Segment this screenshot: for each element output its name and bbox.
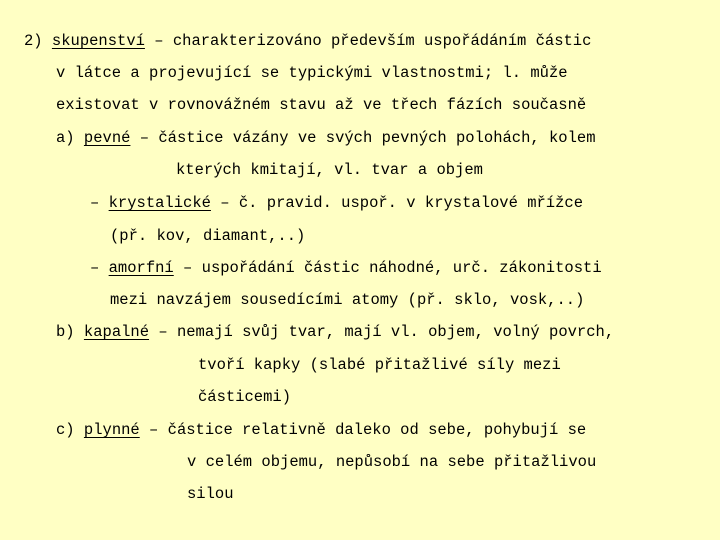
subitem-text: uspořádání částic náhodné, urč. zákonitosti [201,259,602,277]
item-a-text: částice vázány ve svých pevných polohách, kolem [158,129,596,147]
item-a-marker: a) [56,129,75,147]
subitem-krystalicke-line [90,193,583,213]
term-amorfni: amorfní [108,259,174,277]
definition-line-2: v látce a projevující se typickými vlastnostmi; l. může [56,64,568,82]
dash: – [130,129,159,147]
dash: – [139,421,168,439]
subitem-amorfni-line [90,258,602,278]
item-c-text: částice relativně daleko od sebe, pohybují se [167,421,587,439]
item-a-line [56,128,596,148]
term-plynne: plynné [83,421,140,439]
definition-line-3: existovat v rovnovážném stavu až ve třech fázích současně [56,96,587,114]
item-c-marker: c) [56,421,75,439]
item-b-line-2: tvoří kapky (slabé přitažlivé síly mezi [198,356,561,374]
section-heading-line [24,31,591,51]
item-b-marker: b) [56,323,75,341]
dash: – [173,259,202,277]
term-krystalicke: krystalické [108,194,211,212]
item-b-line-3: částicemi) [198,388,292,406]
term-skupenstvi: skupenství [51,32,145,50]
definition-text: charakterizováno především uspořádáním částic [172,32,592,50]
item-b-line [56,322,614,342]
item-c-line-3: silou [187,485,234,503]
section-number: 2) [24,32,43,50]
subitem-text: č. pravid. uspoř. v krystalové mřížce [238,194,584,212]
term-pevne: pevné [83,129,131,147]
subitem-marker: – [90,194,100,212]
item-a-line-2: kterých kmitají, vl. tvar a objem [176,161,483,179]
dash: – [144,32,173,50]
subitem-marker: – [90,259,100,277]
item-c-line [56,420,586,440]
item-b-text: nemají svůj tvar, mají vl. objem, volný povrch, [176,323,615,341]
item-c-line-2: v celém objemu, nepůsobí na sebe přitažlivou [187,453,597,471]
subitem-amorfni-line-2: mezi navzájem sousedícími atomy (př. sklo, vosk,..) [110,291,585,309]
dash: – [149,323,177,341]
term-kapalne: kapalné [83,323,150,341]
subitem-krystalicke-line-2: (př. kov, diamant,..) [110,227,306,245]
dash: – [210,194,239,212]
